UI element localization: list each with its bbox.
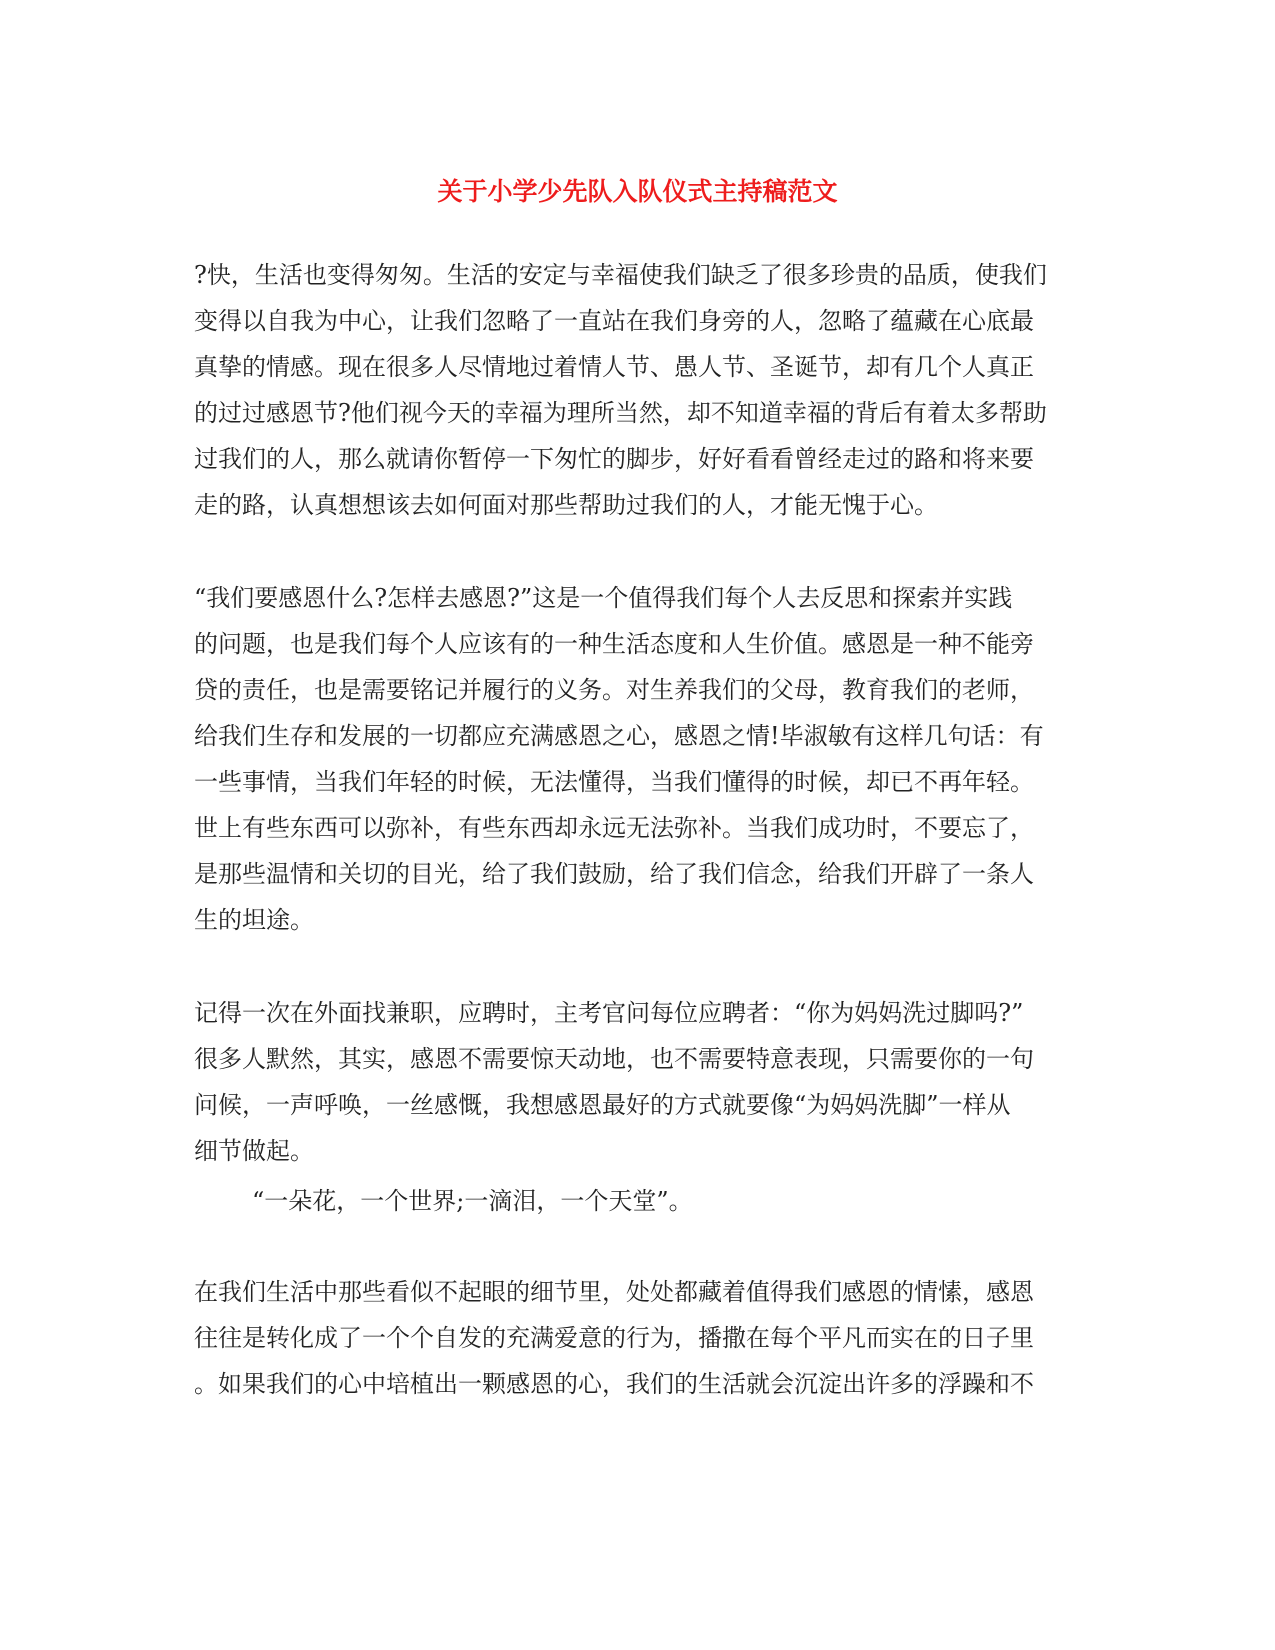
- paragraph-line: 一些事情，当我们年轻的时候，无法懂得，当我们懂得的时候，却已不再年轻。: [194, 768, 1034, 796]
- paragraph-line: 变得以自我为中心，让我们忽略了一直站在我们身旁的人，忽略了蕴藏在心底最: [194, 307, 1034, 335]
- paragraph-line: 记得一次在外面找兼职，应聘时，主考官问每位应聘者：“你为妈妈洗过脚吗?”: [194, 999, 1024, 1027]
- paragraph-line: 的问题，也是我们每个人应该有的一种生活态度和人生价值。感恩是一种不能旁: [194, 630, 1034, 658]
- quote-line: “一朵花，一个世界;一滴泪，一个天堂”。: [252, 1187, 693, 1215]
- paragraph-line: ?快，生活也变得匆匆。生活的安定与幸福使我们缺乏了很多珍贵的品质，使我们: [194, 261, 1047, 289]
- paragraph-line: 世上有些东西可以弥补，有些东西却永远无法弥补。当我们成功时，不要忘了，: [194, 814, 1034, 842]
- paragraph-line: 在我们生活中那些看似不起眼的细节里，处处都藏着值得我们感恩的情愫，感恩: [194, 1278, 1034, 1306]
- paragraph-line: 给我们生存和发展的一切都应充满感恩之心，感恩之情!毕淑敏有这样几句话：有: [194, 722, 1044, 750]
- paragraph-line: 问候，一声呼唤，一丝感慨，我想感恩最好的方式就要像“为妈妈洗脚”一样从: [194, 1091, 1011, 1119]
- paragraph-line: 。如果我们的心中培植出一颗感恩的心，我们的生活就会沉淀出许多的浮躁和不: [194, 1370, 1034, 1398]
- paragraph-line: 很多人默然，其实，感恩不需要惊天动地，也不需要特意表现，只需要你的一句: [194, 1045, 1034, 1073]
- paragraph-line: 的过过感恩节?他们视今天的幸福为理所当然，却不知道幸福的背后有着太多帮助: [194, 399, 1047, 427]
- paragraph-line: 走的路，认真想想该去如何面对那些帮助过我们的人，才能无愧于心。: [194, 491, 938, 519]
- paragraph-line: “我们要感恩什么?怎样去感恩?”这是一个值得我们每个人去反思和探索并实践: [194, 584, 1013, 612]
- paragraph-line: 过我们的人，那么就请你暂停一下匆忙的脚步，好好看看曾经走过的路和将来要: [194, 445, 1034, 473]
- paragraph-line: 贷的责任，也是需要铭记并履行的义务。对生养我们的父母，教育我们的老师，: [194, 676, 1034, 704]
- paragraph-line: 生的坦途。: [194, 906, 314, 934]
- paragraph-line: 是那些温情和关切的目光，给了我们鼓励，给了我们信念，给我们开辟了一条人: [194, 860, 1034, 888]
- document-title: 关于小学少先队入队仪式主持稿范文: [437, 177, 838, 206]
- paragraph-line: 细节做起。: [194, 1137, 314, 1165]
- paragraph-line: 真挚的情感。现在很多人尽情地过着情人节、愚人节、圣诞节，却有几个人真正: [194, 353, 1034, 381]
- paragraph-line: 往往是转化成了一个个自发的充满爱意的行为，播撒在每个平凡而实在的日子里: [194, 1324, 1034, 1352]
